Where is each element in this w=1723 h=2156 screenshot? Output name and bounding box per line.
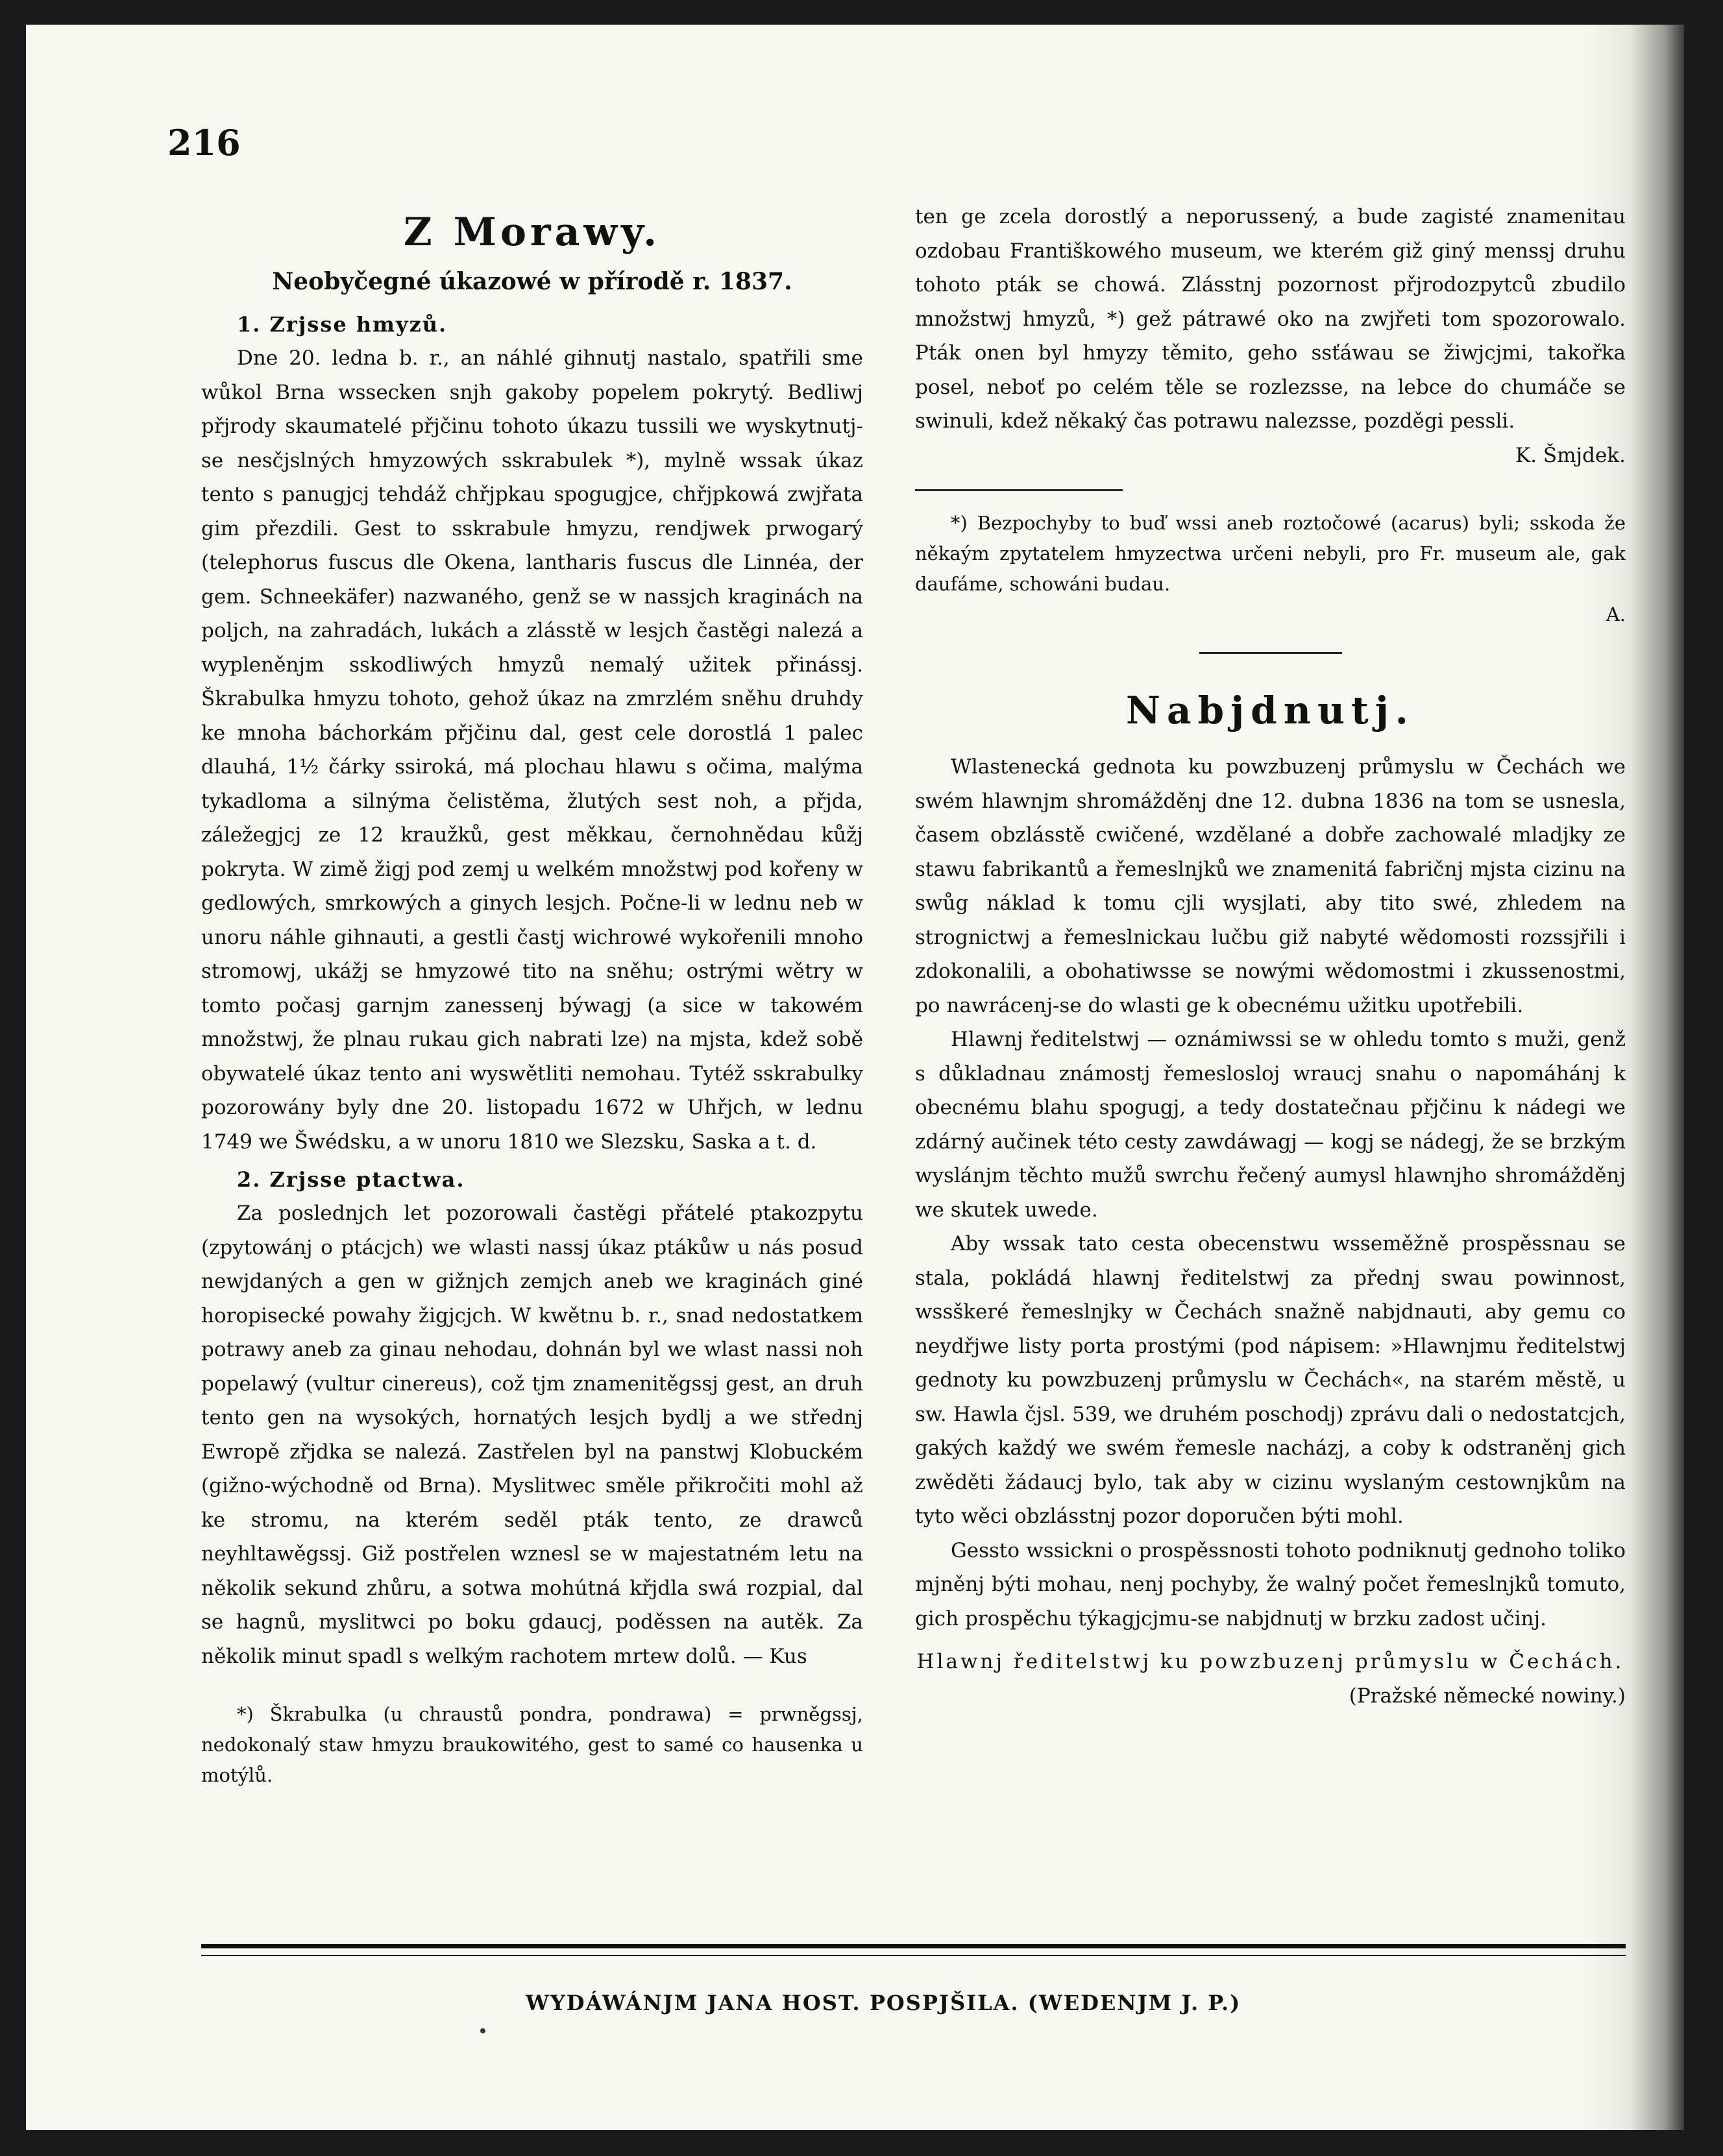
footnote-text: *) Škrabulka (u chraustů pondra, pondrawa) = prwněgssj, nedokonalý staw hmyzu braukowitého, gest to samé co hausenka u motýlů. xyxy=(201,1703,863,1786)
page-number: 216 xyxy=(167,122,241,164)
signature: K. Šmjdek. xyxy=(1515,443,1626,467)
section-heading-birds: 2. Zrjsse ptactwa. xyxy=(237,1167,465,1192)
footnote xyxy=(201,1699,863,1791)
footnote-mark: A. xyxy=(1606,603,1626,625)
announcement-heading: Nabjdnutj. xyxy=(1126,688,1415,733)
closing-signature: Hlawnj ředitelstwj ku powzbuzenj průmyslu w Čechách. xyxy=(916,1650,1624,1673)
article-title: Z Morawy. xyxy=(403,210,661,255)
paragraph: Dne 20. ledna b. r., an náhlé gihnutj nastalo, spatřili sme wůkol Brna wssecken snjh gakoby popelem pokrytý. Bedliwj přjrody skaumatelé přjčinu tohoto úkazu tussili we wyskytnutj-se nesčjslných hmyzowých sskrabulek *), mylně wssak úkaz tento s panugjcj tehdáž chřjpkau spogugjce, chřjpkowá zwjřata gim přezdili. Gest to sskrabule hmyzu, rendjwek prwogarý (telephorus fuscus dle Okena, lantharis fuscus dle Linnéa, der gem. Schneekäfer) nazwaného, genž se w nassjch kraginách na poljch, na zahradách, lukách a zlásstě w lesjch častěgi nalezá a wypleněnjm sskodliwých hmyzů nemalý užitek přinássj. Škrabulka hmyzu tohoto, gehož úkaz na zmrzlém sněhu druhdy ke mnoha báchorkám přjčinu dal, gest cele dorostlá 1 palec dlauhá, 1½ čárky ssiroká, má plochau hlawu s očima, malýma tykadloma a silnýma čelistěma, žlutých sest noh, a přjda, záležegjcj ze 12 kraužků, gest měkkau, černohnědau kůžj pokryta. W zimě žigj pod zemj u welkém množstwj pod kořeny w gedlowých, smrkowých a ginych lesjch. Počne-li w lednu neb w unoru náhle gihnauti, a gestli častj wichrowé wykořenili mnoho stromowj, ukážj se hmyzowé tito na sněhu; ostrými wětry w tomto počasj garnjm zanessenj býwagj (a sice w takowém množstwj, že plnau rukau gich nabrati lze) na mjsta, kdež sobě obywatelé úkaz tento ani wyswětliti nemohau. Tytéž sskrabulky pozorowány byly dne 20. listopadu 1672 w Uhřjch, w lednu 1749 we Šwédsku, a w unoru 1810 we Slezsku, Saska a t. d. xyxy=(201,346,863,1154)
imprint: WYDÁWÁNJM JANA HOST. POSPJŠILA. (WEDENJM J. P.) xyxy=(526,1991,1241,2015)
paragraph: Za poslednjch let pozorowali častěgi přátelé ptakozpytu (zpytowánj o ptácjch) we wlasti nassj úkaz ptákůw u nás posud newjdaných a gen w gižnjch zemjch aneb we kraginách giné horopisecké powahy žigjcjch. W kwětnu b. r., snad nedostatkem potrawy aneb za ginau nehodau, dohnán byl we wlast nassi noh popelawý (vultur cinereus), což tjm znamenitěgssj gest, an druh tento gen na wysokých, hornatých lesjch bydlj a we střednj Ewropě zřjdka se nalezá. Zastřelen byl na panstwj Klobuckém (gižno-wýchodně od Brna). Myslitwec směle přikročiti mohl až ke stromu, na kterém seděl pták tento, ze drawců neyhltawěgssj. Giž postřelen wznesl se w majestatném letu na několik sekund zhůru, a sotwa mohútná křjdla swá rozpial, dal se hagnů, myslitwci po boku gdaucj, poděssen na autěk. Za několik minut spadl s welkým rachotem mrtew dolů. — Kus xyxy=(201,1202,863,1668)
footer-rule-thin xyxy=(201,1955,1626,1956)
right-column xyxy=(915,200,1626,1713)
paragraph: Aby wssak tato cesta obecenstwu wsseměžně prospěssnau se stala, pokládá hlawnj ředitelstwj za přednj swau powinnost, wssškeré řemeslnjky w Čechách snažně nabjdnauti, aby gemu co neydřjwe listy porta prostými (pod nápisem: »Hlawnjmu ředitelstwj gednoty ku powzbuzenj průmyslu w Čechách«, na starém městě, u sw. Hawla čjsl. 539, we druhém poschodj) zprávu dali o nedostatcjch, gakých každý we swém řemesle nacházj, a coby k odstraněnj gich zwěděti žádaucj bylo, tak aby w cizinu wyslaným cestownjkům na tyto wěci obzlásstnj pozor doporučen býti mohl. xyxy=(915,1232,1626,1528)
paragraph: Wlastenecká gednota ku powzbuzenj průmyslu w Čechách we swém hlawnjm shromážděnj dne 12. dubna 1836 na tom se usnesla, časem obzlásstě cwičené, wzdělané a dobře zachowalé mladjky ze stawu fabrikantů a řemeslnjků we znamenitá fabričnj mjsta cizinu na swůg náklad k tomu cjli wysjlati, aby tito swé, zhledem na strognictwj a řemeslnickau lučbu giž nabyté wědomosti rozssjřili i zdokonalili, a obohatiwsse se nowými wědomostmi i zkussenostmi, po nawrácenj-se do wlasti ge k obecnému užitku upotřebili. xyxy=(915,755,1626,1017)
section-heading-insects: 1. Zrjsse hmyzů. xyxy=(237,312,448,337)
divider xyxy=(1199,652,1342,654)
footnote-text: *) Bezpochyby to buď wssi aneb roztočowé (acarus) byli; sskoda že někaým zpytatelem hmyzectwa určeni nebyli, pro Fr. museum ale, gak daufáme, schowáni budau. xyxy=(915,512,1626,595)
newspaper-page xyxy=(26,25,1684,2130)
divider xyxy=(915,489,1123,491)
footer-rule xyxy=(201,1944,1626,1948)
article-subtitle: Neobyčegné úkazowé w přírodě r. 1837. xyxy=(272,268,792,295)
paragraph: Gessto wssickni o prospěssnosti tohoto podniknutj gednoho toliko mjněnj býti mohau, nenj pochyby, že walný počet řemeslnjků tomuto, gich prospěchu týkagjcjmu-se nabjdnutj w brzku zadost učinj. xyxy=(915,1538,1626,1630)
paragraph: Hlawnj ředitelstwj — oznámiwssi se w ohledu tomto s muži, genž s důkladnau známostj řemeslosloj wraucj snahu o napomáhánj k obecnému blahu spogugj, a tedy dostatečnau přjčinu k nádegi we zdárný aučinek této cesty zawdáwagj — kogj se nádegj, že se brzkým wyslánjm těchto mužů swrchu řečený aumysl hlawnjho shromážděnj we skutek uwede. xyxy=(915,1028,1626,1222)
paragraph: ten ge zcela dorostlý a neporussený, a bude zagisté znamenitau ozdobau Františkowého museum, we kterém giž giný menssj druhu tohoto pták se chowá. Zlásstnj pozornost přjrodozpytců zbudilo množstwj hmyzů, *) gež pátrawé oko na zwjřeti tom spozorowalo. Pták onen byl hmyzy těmito, geho ssťáwau se žiwjcjmi, takořka posel, neboť po celém těle se rozlezsse, na lebce do chumáče se swinuli, kdež někaký čas potrawu nalezsse, pozděgi pessli. xyxy=(915,205,1626,433)
left-column xyxy=(201,200,863,1791)
source-note: (Pražské německé nowiny.) xyxy=(1349,1684,1626,1708)
footnote xyxy=(915,508,1626,630)
ink-dot xyxy=(480,2028,485,2033)
